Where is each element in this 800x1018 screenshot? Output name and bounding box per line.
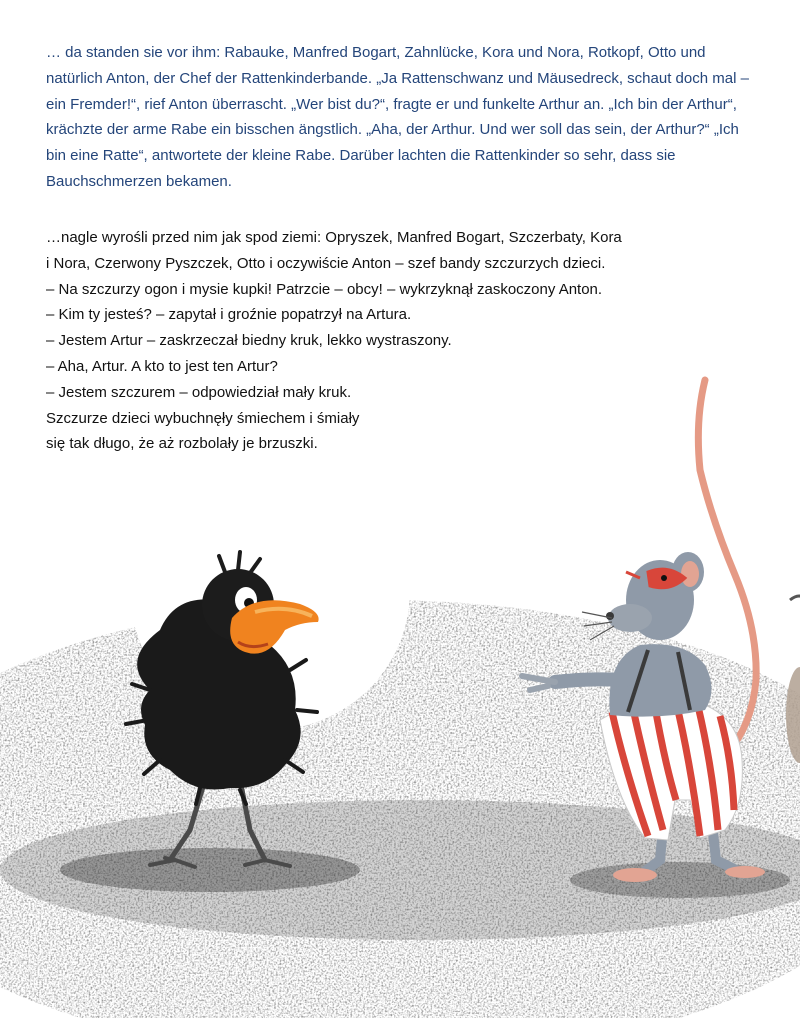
- rat-foot: [725, 866, 765, 878]
- rat-nose: [606, 612, 614, 620]
- ground-shadow: [60, 848, 360, 892]
- rat-snout: [608, 604, 652, 632]
- polish-line: Szczurze dzieci wybuchnęły śmiechem i śmiały: [46, 409, 360, 427]
- polish-line: się tak długo, że aż rozbolały je brzuszki.: [46, 435, 318, 453]
- rat-foot: [613, 868, 657, 882]
- polish-line: – Kim ty jesteś? – zapytał i groźnie popatrzył na Artura.: [46, 306, 412, 324]
- crow-and-rat-illustration: [0, 360, 800, 1018]
- polish-line: – Jestem szczurem – odpowiedział mały kruk.: [46, 383, 352, 401]
- german-text-block: [46, 40, 756, 195]
- polish-line: i Nora, Czerwony Pyszczek, Otto i oczywiście Anton – szef bandy szczurzych dzieci.: [46, 254, 606, 272]
- polish-line: – Jestem Artur – zaskrzeczał biedny kruk, lekko wystraszony.: [46, 332, 452, 350]
- rat-arm: [555, 679, 625, 682]
- rat-eye: [661, 575, 667, 581]
- polish-line: – Aha, Artur. A kto to jest ten Artur?: [46, 357, 278, 375]
- polish-line: …nagle wyrośli przed nim jak spod ziemi: Opryszek, Manfred Bogart, Szczerbaty, Kora: [46, 229, 622, 246]
- german-paragraph: … da standen sie vor ihm: Rabauke, Manfred Bogart, Zahnlücke, Kora und Nora, Rotkopf, Otto und natürlich Anton, der Chef der Rattenkinderbande. „Ja Rattenschwanz und Mäusedreck, schaut doch mal – ein Fremder!“, rief Anton überrascht. „Wer bist du?“, fragte er und funkelte Arthur an. „Ich bin der Arthur“, krächzte der arme Rabe ein bisschen ängstlich. „Aha, der Arthur. Und wer soll das sein, der Arthur?“ „Ich bin eine Ratte“, antwortete der kleine Rabe. Darüber lachten die Rattenkinder so sehr, dass sie Bauchschmerzen bekamen.: [46, 44, 749, 190]
- rat-ear-inner: [681, 561, 699, 587]
- polish-line: – Na szczurzy ogon i mysie kupki! Patrzcie – obcy! – wykrzyknął zaskoczony Anton.: [46, 280, 603, 298]
